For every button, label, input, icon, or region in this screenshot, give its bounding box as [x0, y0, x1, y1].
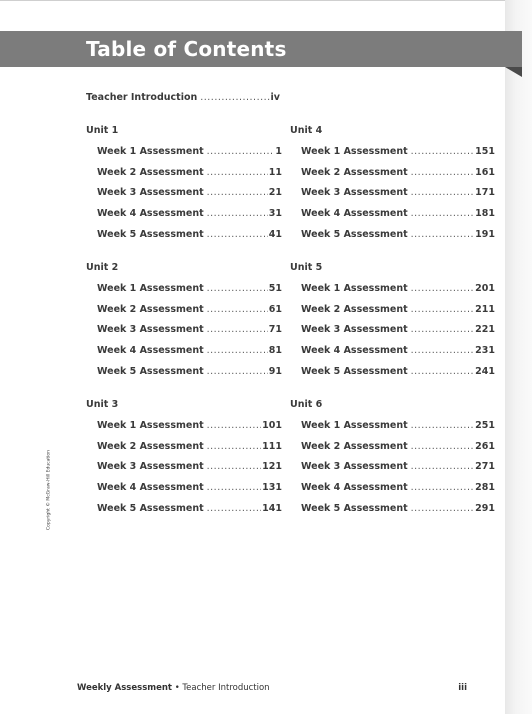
entry-page: 41: [268, 228, 282, 240]
dot-leader: [207, 420, 262, 431]
toc-entry: [301, 146, 495, 167]
entry-page: 151: [475, 146, 495, 157]
toc-right-column: [290, 125, 495, 536]
toc-entry: [97, 441, 282, 462]
entry-label: Week 4 Assessment: [301, 482, 408, 494]
footer-book-title: Weekly Assessment: [77, 683, 172, 693]
dot-leader: [411, 482, 475, 493]
unit-title: Unit 6: [290, 399, 323, 410]
toc-entry: [301, 345, 495, 366]
entry-label: Week 3 Assessment: [301, 461, 408, 473]
dot-leader: [207, 304, 268, 315]
toc-entry: [97, 304, 282, 325]
entry-label: Week 3 Assessment: [301, 324, 408, 336]
entry-page: 81: [268, 345, 282, 357]
entry-page: 251: [475, 420, 495, 431]
entry-label: Teacher Introduction: [86, 92, 198, 103]
entry-page: 71: [268, 324, 282, 336]
dot-leader: [207, 503, 262, 514]
dot-leader: [207, 208, 268, 219]
entry-page: 231: [475, 345, 495, 357]
entry-label: Week 5 Assessment: [301, 365, 408, 377]
toc-entry: [301, 283, 495, 304]
unit-section: [86, 399, 282, 536]
toc-entry: [97, 167, 282, 188]
dot-leader: [207, 461, 262, 472]
entry-page: 61: [268, 303, 282, 315]
toc-entry: [301, 420, 495, 441]
toc-left-column: [86, 125, 282, 536]
toc-entry: [301, 187, 495, 208]
footer-page-number: iii: [458, 683, 467, 693]
toc-entry: [301, 503, 495, 524]
entry-page: 241: [475, 365, 495, 377]
entry-label: Week 4 Assessment: [301, 345, 408, 357]
dot-leader: [411, 208, 475, 219]
dot-leader: [411, 366, 475, 377]
toc-entry: [301, 304, 495, 325]
toc-entry: [301, 482, 495, 503]
entry-page: 191: [475, 228, 495, 240]
entry-label: Week 5 Assessment: [301, 228, 408, 240]
dot-leader: [207, 366, 268, 377]
dot-leader: [411, 441, 475, 452]
unit-section: [86, 262, 282, 399]
dot-leader: [411, 304, 475, 315]
dot-leader: [411, 345, 475, 356]
toc-entry: [301, 229, 495, 250]
entry-page: 161: [475, 166, 495, 178]
toc-entry: [97, 146, 282, 167]
entry-page: 171: [475, 187, 495, 199]
entry-page: 291: [475, 502, 495, 514]
entry-page: 101: [262, 420, 282, 431]
dot-leader: [207, 229, 268, 240]
dot-leader: [207, 482, 262, 493]
toc-entry: [301, 324, 495, 345]
toc-entry: [301, 461, 495, 482]
entry-label: Week 3 Assessment: [97, 324, 204, 336]
entry-label: Week 3 Assessment: [301, 187, 408, 199]
toc-entry: [97, 366, 282, 387]
entry-label: Week 1 Assessment: [97, 283, 204, 294]
dot-leader: [411, 167, 475, 178]
entry-label: Week 1 Assessment: [97, 420, 204, 431]
entry-label: Week 4 Assessment: [301, 208, 408, 220]
entry-label: Week 2 Assessment: [97, 166, 204, 178]
dot-leader: [411, 187, 475, 198]
unit-title: Unit 5: [290, 262, 323, 273]
entry-page: 121: [262, 461, 282, 473]
dot-leader: [411, 229, 475, 240]
entry-page: 31: [268, 208, 282, 220]
entry-page: 131: [262, 482, 282, 494]
toc-intro-entry: [86, 92, 280, 106]
entry-page: 211: [475, 303, 495, 315]
toc-entry: [97, 482, 282, 503]
page-edge-strip: [505, 0, 532, 714]
entry-page: 91: [268, 365, 282, 377]
page-footer: [77, 683, 270, 693]
entry-page: 201: [475, 283, 495, 294]
dot-leader: [411, 146, 475, 157]
entry-label: Week 1 Assessment: [301, 420, 408, 431]
dot-leader: [207, 187, 268, 198]
unit-title: Unit 4: [290, 125, 323, 136]
toc-entry: [97, 503, 282, 524]
dot-leader: [207, 146, 275, 157]
entry-page: 181: [475, 208, 495, 220]
dot-leader: [411, 283, 475, 294]
entry-label: Week 5 Assessment: [97, 365, 204, 377]
entry-label: Week 1 Assessment: [97, 146, 204, 157]
footer-section: Teacher Introduction: [182, 683, 270, 693]
entry-label: Week 5 Assessment: [301, 502, 408, 514]
entry-label: Week 2 Assessment: [97, 440, 204, 452]
unit-title: Unit 2: [86, 262, 119, 273]
dot-leader: [411, 503, 475, 514]
entry-page: 11: [268, 166, 282, 178]
dot-leader: [207, 167, 268, 178]
entry-label: Week 4 Assessment: [97, 482, 204, 494]
toc-entry: [97, 187, 282, 208]
toc-entry: [97, 324, 282, 345]
entry-label: Week 5 Assessment: [97, 228, 204, 240]
entry-label: Week 2 Assessment: [301, 166, 408, 178]
toc-entry: [97, 229, 282, 250]
entry-page: 51: [268, 283, 282, 294]
dot-leader: [207, 283, 268, 294]
toc-entry: [301, 441, 495, 462]
entry-page: 261: [475, 440, 495, 452]
unit-title: Unit 3: [86, 399, 119, 410]
dot-leader: [411, 461, 475, 472]
entry-page: 281: [475, 482, 495, 494]
entry-label: Week 3 Assessment: [97, 461, 204, 473]
dot-leader: [207, 324, 268, 335]
entry-page: 21: [268, 187, 282, 199]
unit-section: [290, 262, 495, 399]
top-border: [0, 0, 505, 1]
entry-label: Week 1 Assessment: [301, 146, 408, 157]
toc-entry: [301, 208, 495, 229]
unit-title: Unit 1: [86, 125, 119, 136]
entry-label: Week 2 Assessment: [301, 303, 408, 315]
entry-page: iv: [270, 92, 280, 103]
toc-entry: [97, 420, 282, 441]
entry-page: 141: [262, 502, 282, 514]
entry-label: Week 5 Assessment: [97, 502, 204, 514]
entry-page: 221: [475, 324, 495, 336]
dot-leader: [411, 324, 475, 335]
unit-section: [290, 399, 495, 536]
entry-page: 271: [475, 461, 495, 473]
toc-entry: [97, 461, 282, 482]
unit-section: [290, 125, 495, 262]
dot-leader: [207, 345, 268, 356]
toc-entry: [301, 167, 495, 188]
entry-page: 111: [262, 440, 282, 452]
toc-entry: [301, 366, 495, 387]
toc-entry: [97, 283, 282, 304]
copyright-notice: Copyright © McGraw-Hill Education: [46, 449, 52, 531]
entry-label: Week 2 Assessment: [301, 440, 408, 452]
banner-fold-corner: [505, 67, 522, 77]
footer-separator: •: [172, 683, 183, 693]
entry-label: Week 1 Assessment: [301, 283, 408, 294]
dot-leader: [411, 420, 475, 431]
page-title: Table of Contents: [86, 37, 287, 61]
toc-entry: [97, 208, 282, 229]
unit-section: [86, 125, 282, 262]
entry-page: 1: [275, 146, 282, 157]
dot-leader: [207, 441, 262, 452]
toc-entry: [97, 345, 282, 366]
entry-label: Week 4 Assessment: [97, 208, 204, 220]
entry-label: Week 2 Assessment: [97, 303, 204, 315]
entry-label: Week 3 Assessment: [97, 187, 204, 199]
entry-label: Week 4 Assessment: [97, 345, 204, 357]
dot-leader: [200, 92, 269, 106]
